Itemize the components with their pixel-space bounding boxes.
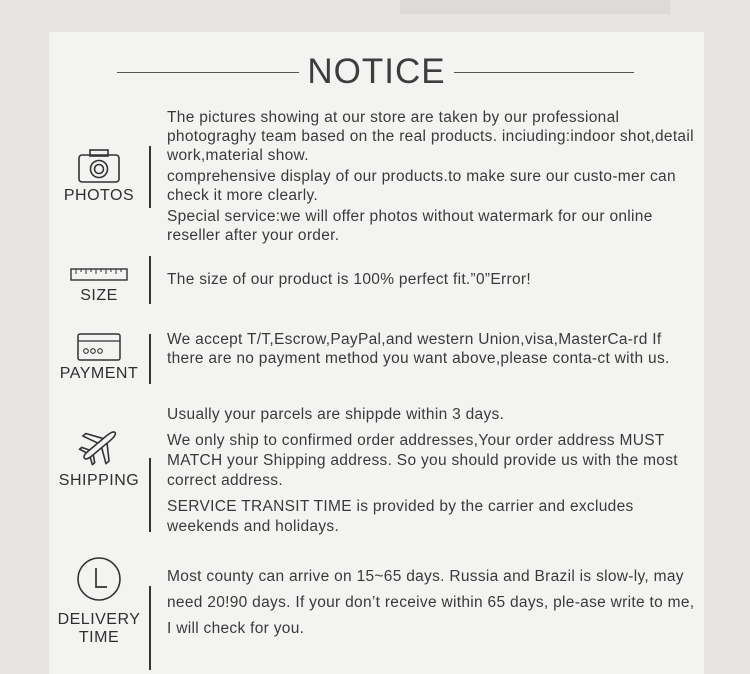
photos-paragraph-1: The pictures showing at our store are taken by our professional photograghy team based on the real products. inciuding:indoor shot,detail work,material show.: [167, 109, 694, 164]
size-paragraph-1: The size of our product is 100% perfect fit.”0”Error!: [167, 271, 531, 288]
shipping-paragraph-3: SERVICE TRANSIT TIME is provided by the carrier and excludes weekends and holidays.: [167, 498, 634, 535]
delivery-label-line-2: TIME: [78, 629, 120, 646]
title-rule-right: [454, 72, 634, 73]
size-label: SIZE: [80, 287, 118, 304]
delivery-label-line-1: DELIVERY: [57, 611, 141, 628]
shipping-label: SHIPPING: [58, 472, 140, 489]
card-icon: [77, 333, 121, 361]
airplane-icon: [76, 424, 122, 468]
payment-icon-col: [49, 333, 149, 383]
delivery-text: [167, 564, 697, 642]
shipping-divider: [149, 458, 151, 532]
section-photos: [49, 108, 704, 244]
photos-paragraph-2: comprehensive display of our products.to make sure our custo-mer can check it more clearly.: [167, 168, 676, 204]
shipping-paragraph-1: Usually your parcels are shippde within 3 days.: [167, 406, 505, 423]
shipping-paragraph-2: We only ship to confirmed order addresses,Your order address MUST MATCH your Shipping address. So you should provide us with the most correct address.: [167, 432, 678, 489]
section-shipping: [49, 404, 704, 544]
photos-label: PHOTOS: [63, 187, 135, 204]
photos-paragraph-3: Special service:we will offer photos without watermark for our online reseller after your order.: [167, 208, 653, 244]
payment-divider: [149, 334, 151, 384]
delivery-divider: [149, 586, 151, 670]
title-row: [49, 54, 704, 90]
delivery-icon-col: [49, 556, 149, 647]
title-rule-left: [117, 72, 299, 73]
camera-icon: [77, 148, 121, 184]
ruler-icon: [70, 268, 128, 282]
size-divider: [149, 256, 151, 304]
photos-text: [167, 108, 697, 245]
section-payment: [49, 328, 704, 390]
section-delivery-time: [49, 552, 704, 662]
payment-label: PAYMENT: [59, 365, 139, 382]
section-size: [49, 254, 704, 306]
notice-card: [49, 32, 704, 674]
size-icon-col: [49, 268, 149, 305]
top-strip: [400, 0, 670, 14]
clock-icon: [76, 556, 122, 602]
page-title: NOTICE: [307, 52, 446, 91]
size-text: [167, 270, 697, 289]
photos-divider: [149, 146, 151, 208]
payment-paragraph-1: We accept T/T,Escrow,PayPal,and western Union,visa,MasterCa-rd If there are no payment method you want above,please conta-ct with us.: [167, 331, 670, 367]
payment-text: [167, 330, 697, 368]
photos-icon-col: [49, 148, 149, 205]
delivery-paragraph-1: Most county can arrive on 15~65 days. Russia and Brazil is slow-ly, may need 20!90 days. If your don’t receive within 65 days, ple-ase write to me, I will check for you.: [167, 568, 695, 637]
shipping-text: [167, 405, 697, 537]
shipping-icon-col: [49, 424, 149, 490]
